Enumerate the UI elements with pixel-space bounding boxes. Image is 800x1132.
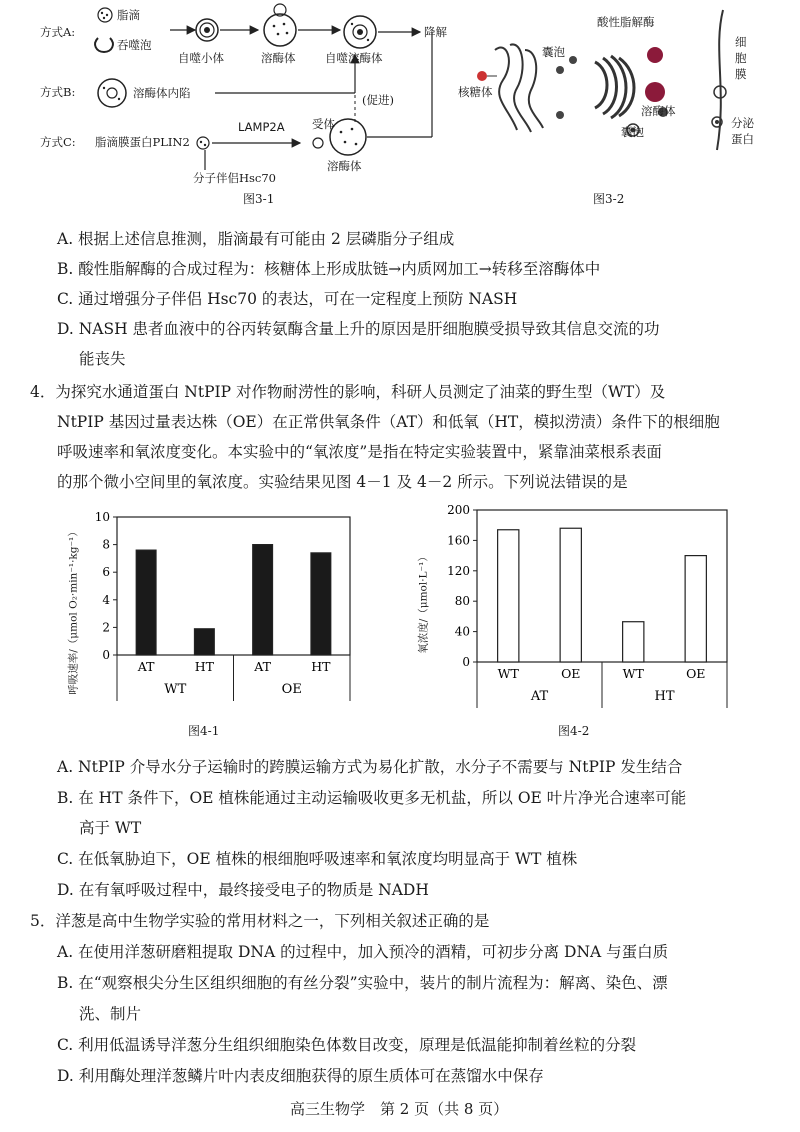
figure-3-1 <box>0 0 470 210</box>
phagophore-label: 吞噬泡 <box>117 38 152 52</box>
y-tick-label: 2 <box>102 620 110 635</box>
plin2-label: 脂滴膜蛋白PLIN2 <box>95 135 190 149</box>
q5-option-b: B. 在“观察根尖分生区组织细胞的有丝分裂”实验中，装片的制片流程为：解离、染色、漂 <box>57 974 668 992</box>
y-tick-label: 80 <box>454 594 470 609</box>
q3-option-d-cont: 能丧失 <box>79 350 126 368</box>
group-label: WT <box>164 682 187 697</box>
q4-option-c: C. 在低氧胁迫下，OE 植株的根细胞呼吸速率和氧浓度均明显高于 WT 植株 <box>57 850 578 868</box>
y-tick-label: 10 <box>94 510 110 524</box>
bar <box>560 528 581 662</box>
q4-option-b-cont: 高于 WT <box>79 819 142 837</box>
q4-stem-line-3: 呼吸速率和氧浓度变化。本实验中的“氧浓度”是指在特定实验装置中，紧靠油菜根系表面 <box>57 443 662 461</box>
bar <box>311 553 331 655</box>
degradation-label: 降解 <box>424 25 447 39</box>
y-tick-label: 200 <box>447 505 470 517</box>
fig3-1-caption: 图3-1 <box>243 192 275 206</box>
q4-stem-line-4: 的那个微小空间里的氧浓度。实验结果见图 4－1 及 4－2 所示。下列说法错误的是 <box>57 473 628 491</box>
q3-option-c: C. 通过增强分子伴侣 Hsc70 的表达，可在一定程度上预防 NASH <box>57 290 518 308</box>
lysosome-invagination-label: 溶酶体内陷 <box>133 86 191 100</box>
bar <box>685 556 706 662</box>
receptor-label: 受体 <box>312 117 335 131</box>
chart-4-2-ylabel: 氧浓度/（μmol·L⁻¹） <box>417 551 430 654</box>
chart-4-1-caption: 图4-1 <box>188 724 220 738</box>
q3-option-d: D. NASH 患者血液中的谷丙转氨酶含量上升的原因是肝细胞膜受损导致其信息交流的功 <box>57 320 660 338</box>
chart-4-2-caption: 图4-2 <box>558 724 590 738</box>
lysosome-c-label: 溶酶体 <box>327 159 362 173</box>
category-label: OE <box>561 666 581 681</box>
vesicle-top-label: 囊泡 <box>542 45 565 59</box>
promote-label: (促进) <box>362 93 394 107</box>
q4-option-b: B. 在 HT 条件下，OE 植株能通过主动运输吸收更多无机盐，所以 OE 叶片净光合速率可能 <box>57 789 687 807</box>
category-label: AT <box>254 659 271 674</box>
golgi-icon <box>595 56 634 118</box>
category-label: WT <box>497 666 519 681</box>
y-tick-label: 160 <box>447 533 470 548</box>
chart-4-1 <box>60 505 360 745</box>
lysosome-label: 溶酶体 <box>261 51 296 65</box>
figure-3-2 <box>455 0 800 210</box>
lysosome-icon <box>645 82 665 102</box>
y-tick-label: 0 <box>462 655 470 669</box>
lipid-droplet-label: 脂滴 <box>117 8 140 22</box>
cell-membrane-icon <box>717 10 723 150</box>
bar <box>623 622 644 662</box>
chaperone-label: 分子伴侣Hsc70 <box>193 171 277 185</box>
lysosome-label: 溶酶体 <box>641 104 676 118</box>
group-label: HT <box>654 689 675 704</box>
group-label: AT <box>530 689 549 704</box>
category-label: HT <box>194 659 214 674</box>
q5-option-c: C. 利用低温诱导洋葱分生组织细胞染色体数目改变，原理是低温能抑制着丝粒的分裂 <box>57 1036 637 1054</box>
category-label: AT <box>137 659 155 674</box>
y-tick-label: 40 <box>454 624 470 639</box>
autophagosome-label: 自噬小体 <box>178 51 224 65</box>
q5-option-b-cont: 洗、制片 <box>79 1005 142 1023</box>
acid-lipase-label: 酸性脂解酶 <box>597 15 655 29</box>
chart-4-2 <box>405 505 735 745</box>
group-label: OE <box>281 682 302 697</box>
y-tick-label: 120 <box>447 563 470 578</box>
category-label: WT <box>622 666 644 681</box>
autolysosome-icon <box>344 16 376 48</box>
q3-option-a: A. 根据上述信息推测，脂滴最有可能由 2 层磷脂分子组成 <box>57 230 455 248</box>
q3-option-b: B. 酸性脂解酶的合成过程为：核糖体上形成肽链→内质网加工→转移至溶酶体中 <box>57 260 601 278</box>
fig3-2-caption: 图3-2 <box>593 192 625 206</box>
lysosome-icon <box>264 4 296 46</box>
phagophore-icon <box>95 38 113 52</box>
y-tick-label: 6 <box>102 565 110 580</box>
ribosome-label: 核糖体 <box>458 85 493 99</box>
q4-stem-line-2: NtPIP 基因过量表达株（OE）在正常供氧条件（AT）和低氧（HT，模拟涝渍）条件下的根细胞 <box>57 413 720 431</box>
q5-option-d: D. 利用酶处理洋葱鳞片叶内表皮细胞获得的原生质体可在蒸馏水中保存 <box>57 1067 544 1085</box>
y-tick-label: 0 <box>102 648 110 662</box>
endoplasmic-reticulum-icon <box>495 44 543 132</box>
bar <box>253 545 273 655</box>
page-footer: 高三生物学 第 2 页（共 8 页） <box>290 1100 509 1118</box>
category-label: OE <box>686 666 706 681</box>
lipid-droplet-icon <box>98 8 112 22</box>
method-b-label: 方式B: <box>40 85 76 99</box>
y-tick-label: 8 <box>102 537 110 552</box>
vesicle-icon <box>556 66 564 74</box>
lysosome-invagination-icon <box>98 79 126 107</box>
q4-option-d: D. 在有氧呼吸过程中，最终接受电子的物质是 NADH <box>57 881 429 899</box>
cell-membrane-label: 细胞膜 <box>735 35 747 81</box>
q4-option-a: A. NtPIP 介导水分子运输时的跨膜运输方式为易化扩散，水分子不需要与 NtPIP 发生结合 <box>57 758 683 776</box>
secreted-protein-label: 分泌蛋白 <box>731 116 754 146</box>
autolysosome-label: 自噬溶酶体 <box>325 51 383 65</box>
ribosome-icon <box>477 71 487 81</box>
category-label: HT <box>311 659 331 674</box>
q5-stem: 5．洋葱是高中生物学实验的常用材料之一，下列相关叙述正确的是 <box>30 912 490 930</box>
lamp2a-label: LAMP2A <box>238 120 285 134</box>
bar <box>136 550 156 655</box>
q5-option-a: A. 在使用洋葱研磨粗提取 DNA 的过程中，加入预冷的酒精，可初步分离 DNA 与蛋白质 <box>57 943 669 961</box>
q4-stem-line-1: 4．为探究水通道蛋白 NtPIP 对作物耐涝性的影响，科研人员测定了油菜的野生型（WT）及 <box>30 383 666 401</box>
plin2-droplet-icon <box>197 137 209 149</box>
y-tick-label: 4 <box>102 592 110 607</box>
bar <box>194 629 214 655</box>
method-c-label: 方式C: <box>40 135 76 149</box>
vesicle-bottom-label: 囊泡 <box>621 125 644 139</box>
bar <box>498 530 519 662</box>
autophagosome-icon <box>196 19 218 41</box>
method-a-label: 方式A: <box>40 25 76 39</box>
chart-4-1-ylabel: 呼吸速率/（μmol O₂·min⁻¹·kg⁻¹） <box>67 526 80 695</box>
